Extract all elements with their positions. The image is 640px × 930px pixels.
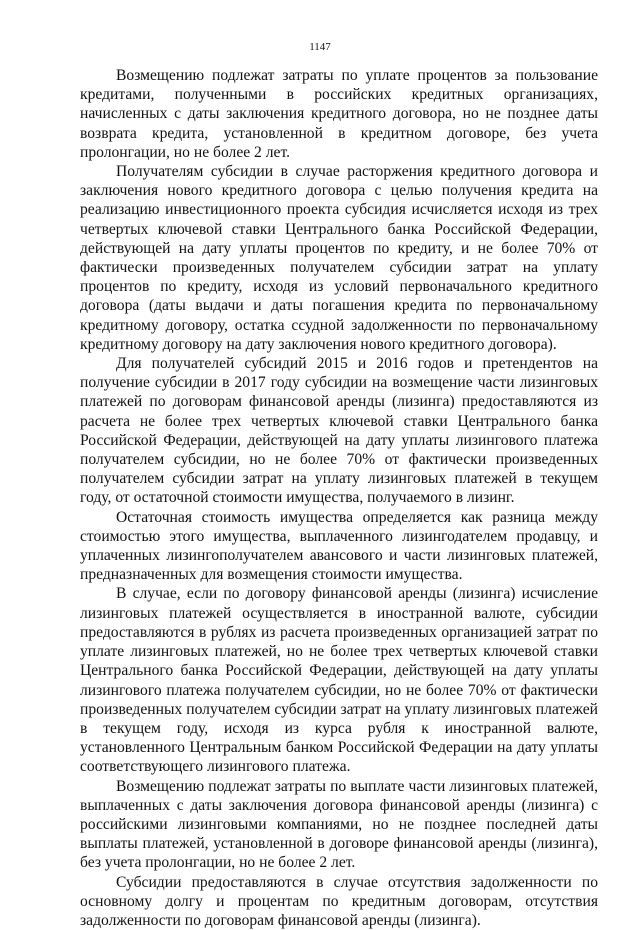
paragraph-loan-interest-reimbursement: Возмещению подлежат затраты по уплате процентов за пользование кредитами, полученными в российских кредитных организациях, начисленных с даты заключения кредитного договора, но не позднее даты возврата кредита, установленной в кредитном договоре, без учета пролонгации, но не более 2 лет. [80, 67, 598, 161]
paragraph-leasing-payments-reimbursement: Возмещению подлежат затраты по выплате части лизинговых платежей, выплаченных с даты заключения договора финансовой аренды (лизинга) с российскими лизинговыми компаниями, но не позднее последней даты выплаты платежей, установленной в договоре финансовой аренды (лизинга), без учета пролонгации, но не более 2 лет. [80, 777, 598, 872]
paragraph-no-debt-condition: Субсидии предоставляются в случае отсутствия задолженности по основному долгу и процентам по кредитным договорам, отсутствия задолженности по договорам финансовой аренды (лизинга). [80, 873, 598, 929]
page-number: 1147 [309, 41, 331, 53]
paragraph-contract-termination: Получателям субсидии в случае расторжения кредитного договора и заключения нового кредитного договора с целью получения кредита на реализацию инвестиционного проекта субсидия исчисляется исходя из трех четвертых ключевой ставки Центрального банка Российской Федерации, действующей на дату уплаты процентов по кредиту, и не более 70% от фактически произведенных получателем субсидии затрат на уплату процентов по кредиту, исходя из условий первоначального кредитного договора (даты выдачи и даты погашения кредита по первоначальному кредитному договору, остатка ссудной задолженности по первоначальному кредитному договору на дату заключения нового кредитного договора). [80, 163, 598, 353]
paragraph-foreign-currency-leasing: В случае, если по договору финансовой аренды (лизинга) исчисление лизинговых платежей осуществляется в иностранной валюте, субсидии предоставляются в рублях из расчета произведенных организацией затрат по уплате лизинговых платежей, но не более трех четвертых ключевой ставки Центрального банка Российской Федерации, действующей на дату уплаты лизингового платежа получателем субсидии, но не более 70% от фактически произведенных получателем субсидии затрат на уплату лизинговых платежей в текущем году, исходя из курса рубля к иностранной валюте, установленного Центральным банком Российской Федерации на дату уплаты соответствующего лизингового платежа. [80, 585, 598, 776]
paragraph-leasing-subsidy-calculation: Для получателей субсидий 2015 и 2016 годов и претендентов на получение субсидии в 2017 году субсидии на возмещение части лизинговых платежей по договорам финансовой аренды (лизинга) предоставляются из расчета не более трех четвертых ключевой ставки Центрального банка Российской Федерации, действующей на дату уплаты лизингового платежа получателем субсидии, но не более 70% от фактически произведенных получателем субсидии затрат на уплату лизинговых платежей в текущем году, от остаточной стоимости имущества, получаемого в лизинг. [80, 355, 598, 507]
document-body [80, 66, 598, 930]
paragraph-residual-value: Остаточная стоимость имущества определяется как разница между стоимостью этого имущества, выплаченного лизингодателем продавцу, и уплаченных лизингополучателем авансового и части лизинговых платежей, предназначенных для возмещения стоимости имущества. [80, 508, 598, 584]
